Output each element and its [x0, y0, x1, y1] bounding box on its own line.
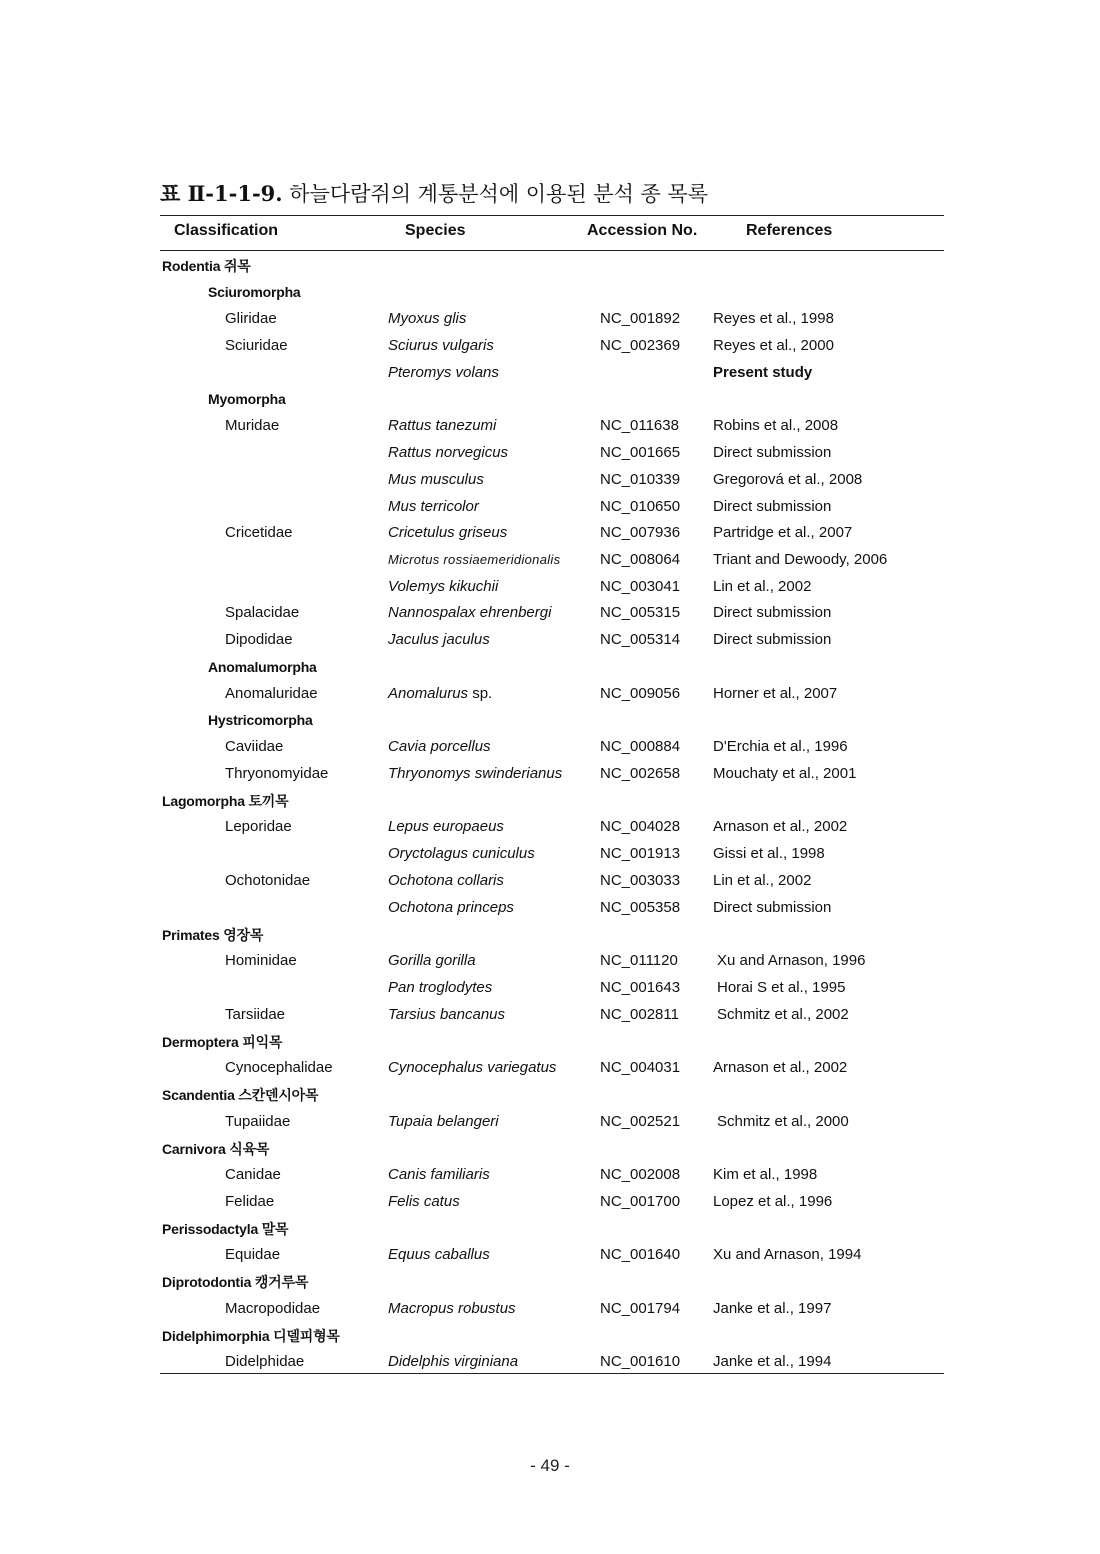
- order-label: Carnivora 식육목: [162, 1141, 270, 1157]
- column-header-references: References: [746, 222, 833, 239]
- table-row: [0, 1299, 1100, 1321]
- species-cell: [388, 764, 562, 784]
- reference-cell: Lopez et al., 1996: [713, 1193, 833, 1210]
- species-cell: [388, 630, 490, 650]
- family-cell: Leporidae: [225, 818, 292, 835]
- family-cell: Hominidae: [225, 952, 297, 969]
- accession-cell: NC_001700: [600, 1193, 681, 1210]
- table-row: [0, 1245, 1100, 1267]
- table-row: [0, 363, 1100, 385]
- reference-cell: Direct submission: [713, 498, 832, 515]
- species-cell: [388, 1165, 490, 1185]
- accession-cell: NC_011120: [600, 952, 678, 969]
- species-name: Volemys kikuchii: [388, 578, 499, 595]
- species-name: Cynocephalus variegatus: [388, 1059, 557, 1076]
- accession-cell: NC_000884: [600, 738, 681, 755]
- family-cell: Dipodidae: [225, 631, 293, 648]
- accession-cell: NC_002521: [600, 1113, 681, 1130]
- order-label: Primates 영장목: [162, 927, 264, 943]
- order-label: Dermoptera 피익목: [162, 1034, 283, 1050]
- order-row: [0, 925, 1100, 947]
- species-cell: [388, 523, 507, 543]
- family-cell: Cricetidae: [225, 524, 293, 541]
- table-row: [0, 684, 1100, 706]
- suborder-label: Anomalumorpha: [208, 659, 317, 675]
- suborder-row: [0, 657, 1100, 679]
- reference-cell: Robins et al., 2008: [713, 417, 839, 434]
- table-row: [0, 764, 1100, 786]
- species-name: Rattus norvegicus: [388, 444, 509, 461]
- table-row: [0, 1165, 1100, 1187]
- species-name: Macropus robustus: [388, 1300, 516, 1317]
- species-cell: [388, 1112, 499, 1132]
- reference-cell: Xu and Arnason, 1994: [713, 1246, 862, 1263]
- species-cell: [388, 978, 492, 998]
- table-row: [0, 1192, 1100, 1214]
- reference-cell: Janke et al., 1997: [713, 1300, 832, 1317]
- reference-cell: Janke et al., 1994: [713, 1353, 832, 1370]
- family-cell: Equidae: [225, 1246, 281, 1263]
- species-cell: [388, 1058, 556, 1078]
- table-row: [0, 844, 1100, 866]
- page-number: - 49 -: [530, 1456, 570, 1475]
- family-cell: Tupaiidae: [225, 1113, 291, 1130]
- reference-cell: Schmitz et al., 2000: [717, 1113, 849, 1130]
- table-row: [0, 577, 1100, 599]
- species-name: Mus terricolor: [388, 498, 479, 515]
- accession-cell: NC_003033: [600, 872, 681, 889]
- table-row: [0, 1005, 1100, 1027]
- species-suffix: sp.: [468, 685, 493, 702]
- accession-cell: NC_008064: [600, 551, 681, 568]
- species-name: Sciurus vulgaris: [388, 337, 494, 354]
- species-cell: [388, 336, 494, 356]
- species-name: Mus musculus: [388, 471, 484, 488]
- species-name: Tupaia belangeri: [388, 1113, 499, 1130]
- column-header-species: Species: [405, 222, 466, 239]
- reference-cell: Gissi et al., 1998: [713, 845, 825, 862]
- reference-cell: Mouchaty et al., 2001: [713, 765, 857, 782]
- order-label: Didelphimorphia 디델피형목: [162, 1328, 340, 1344]
- reference-cell: Horai S et al., 1995: [717, 979, 846, 996]
- order-row: [0, 1032, 1100, 1054]
- accession-cell: NC_001913: [600, 845, 681, 862]
- order-row: [0, 791, 1100, 813]
- species-cell: [388, 844, 535, 864]
- species-name: Canis familiaris: [388, 1166, 490, 1183]
- species-cell: [388, 737, 491, 757]
- table-row: [0, 336, 1100, 358]
- species-name: Nannospalax ehrenbergi: [388, 604, 552, 621]
- reference-cell: Horner et al., 2007: [713, 685, 838, 702]
- species-cell: [388, 1299, 516, 1319]
- order-row: [0, 1326, 1100, 1348]
- order-label: Diprotodontia 캥거루목: [162, 1274, 309, 1290]
- table-caption-text: 하늘다람쥐의 계통분석에 이용된 분석 종 목록: [289, 182, 709, 206]
- suborder-label: Myomorpha: [208, 391, 286, 407]
- reference-cell: Gregorová et al., 2008: [713, 471, 863, 488]
- table-row: [0, 309, 1100, 331]
- suborder-row: [0, 389, 1100, 411]
- species-cell: [388, 577, 498, 597]
- family-cell: Felidae: [225, 1193, 275, 1210]
- species-name: Thryonomys swinderianus: [388, 765, 563, 782]
- column-header-classification: Classification: [174, 222, 279, 239]
- family-cell: Ochotonidae: [225, 872, 311, 889]
- reference-cell: Reyes et al., 1998: [713, 310, 834, 327]
- table-row: [0, 443, 1100, 465]
- species-cell: [388, 550, 560, 570]
- family-cell: Caviidae: [225, 738, 284, 755]
- species-name: Rattus tanezumi: [388, 417, 497, 434]
- species-name: Ochotona princeps: [388, 899, 514, 916]
- species-cell: [388, 1352, 518, 1372]
- species-name: Myoxus glis: [388, 310, 467, 327]
- suborder-label: Hystricomorpha: [208, 712, 313, 728]
- species-cell: [388, 1005, 505, 1025]
- accession-cell: NC_002811: [600, 1006, 679, 1023]
- reference-cell: Lin et al., 2002: [713, 578, 812, 595]
- reference-cell: Direct submission: [713, 631, 832, 648]
- family-cell: Macropodidae: [225, 1300, 321, 1317]
- order-label: Lagomorpha 토끼목: [162, 793, 289, 809]
- accession-cell: NC_009056: [600, 685, 681, 702]
- reference-cell: Present study: [713, 364, 813, 381]
- species-cell: [388, 470, 484, 490]
- accession-cell: NC_010650: [600, 498, 681, 515]
- species-name: Microtus rossiaemeridionalis: [388, 552, 561, 567]
- family-cell: Canidae: [225, 1166, 281, 1183]
- table-row: [0, 737, 1100, 759]
- table-row: [0, 630, 1100, 652]
- order-row: [0, 1085, 1100, 1107]
- table-row: [0, 871, 1100, 893]
- suborder-row: [0, 710, 1100, 732]
- suborder-row: [0, 282, 1100, 304]
- reference-cell: Partridge et al., 2007: [713, 524, 853, 541]
- family-cell: Sciuridae: [225, 337, 288, 354]
- accession-cell: NC_002369: [600, 337, 681, 354]
- reference-cell: Direct submission: [713, 899, 832, 916]
- species-name: Oryctolagus cuniculus: [388, 845, 535, 862]
- species-cell: [388, 603, 551, 623]
- reference-cell: Kim et al., 1998: [713, 1166, 818, 1183]
- species-cell: [388, 951, 476, 971]
- species-cell: [388, 363, 499, 383]
- family-cell: Anomaluridae: [225, 685, 318, 702]
- reference-cell: Xu and Arnason, 1996: [717, 952, 866, 969]
- accession-cell: NC_002008: [600, 1166, 681, 1183]
- table-row: [0, 1352, 1100, 1374]
- order-label: Perissodactyla 말목: [162, 1221, 289, 1237]
- species-name: Equus caballus: [388, 1246, 490, 1263]
- reference-cell: Direct submission: [713, 604, 832, 621]
- order-row: [0, 1219, 1100, 1241]
- reference-cell: Schmitz et al., 2002: [717, 1006, 849, 1023]
- family-cell: Gliridae: [225, 310, 277, 327]
- order-row: [0, 1272, 1100, 1294]
- species-name: Anomalurus: [388, 685, 469, 702]
- accession-cell: NC_007936: [600, 524, 681, 541]
- order-row: [0, 256, 1100, 278]
- species-cell: [388, 871, 504, 891]
- table-row: [0, 898, 1100, 920]
- reference-cell: Reyes et al., 2000: [713, 337, 834, 354]
- table-row: [0, 1058, 1100, 1080]
- species-cell: [388, 1245, 490, 1265]
- table-row: [0, 978, 1100, 1000]
- order-label: Scandentia 스칸덴시아목: [162, 1087, 319, 1103]
- reference-cell: Lin et al., 2002: [713, 872, 812, 889]
- table-row: [0, 951, 1100, 973]
- table-row: [0, 603, 1100, 625]
- reference-cell: Arnason et al., 2002: [713, 818, 848, 835]
- species-cell: [388, 684, 492, 704]
- species-cell: [388, 817, 504, 837]
- species-cell: [388, 1192, 460, 1212]
- reference-cell: Direct submission: [713, 444, 832, 461]
- accession-cell: NC_004028: [600, 818, 681, 835]
- species-cell: [388, 443, 508, 463]
- species-cell: [388, 898, 514, 918]
- table-caption-label: 표 Ⅱ-1-1-9.: [160, 181, 283, 206]
- species-name: Cavia porcellus: [388, 738, 491, 755]
- family-cell: Didelphidae: [225, 1353, 305, 1370]
- species-name: Felis catus: [388, 1193, 460, 1210]
- accession-cell: NC_003041: [600, 578, 681, 595]
- accession-cell: NC_005314: [600, 631, 681, 648]
- accession-cell: NC_011638: [600, 417, 679, 434]
- species-name: Pan troglodytes: [388, 979, 493, 996]
- reference-cell: Triant and Dewoody, 2006: [713, 551, 888, 568]
- species-name: Jaculus jaculus: [388, 631, 490, 648]
- accession-cell: NC_001665: [600, 444, 681, 461]
- accession-cell: NC_001643: [600, 979, 681, 996]
- species-name: Didelphis virginiana: [388, 1353, 519, 1370]
- species-cell: [388, 309, 466, 329]
- accession-cell: NC_005358: [600, 899, 681, 916]
- table-row: [0, 550, 1100, 572]
- suborder-label: Sciuromorpha: [208, 284, 301, 300]
- table-bottom-rule: [160, 1373, 944, 1374]
- table-row: [0, 523, 1100, 545]
- family-cell: Muridae: [225, 417, 280, 434]
- column-header-accession: Accession No.: [587, 222, 698, 239]
- accession-cell: NC_005315: [600, 604, 681, 621]
- table-row: [0, 817, 1100, 839]
- reference-cell: Arnason et al., 2002: [713, 1059, 848, 1076]
- species-name: Lepus europaeus: [388, 818, 504, 835]
- family-cell: Cynocephalidae: [225, 1059, 333, 1076]
- order-row: [0, 1139, 1100, 1161]
- reference-cell: D'Erchia et al., 1996: [713, 738, 848, 755]
- species-name: Pteromys volans: [388, 364, 499, 381]
- order-label: Rodentia 쥐목: [162, 258, 251, 274]
- family-cell: Thryonomyidae: [225, 765, 329, 782]
- family-cell: Tarsiidae: [225, 1006, 286, 1023]
- species-name: Gorilla gorilla: [388, 952, 476, 969]
- accession-cell: NC_001794: [600, 1300, 681, 1317]
- accession-cell: NC_001892: [600, 310, 681, 327]
- table-row: [0, 470, 1100, 492]
- species-name: Ochotona collaris: [388, 872, 504, 889]
- accession-cell: NC_002658: [600, 765, 681, 782]
- accession-cell: NC_001610: [600, 1353, 681, 1370]
- species-cell: [388, 497, 479, 517]
- species-cell: [388, 416, 496, 436]
- table-row: [0, 416, 1100, 438]
- table-row: [0, 1112, 1100, 1134]
- species-name: Tarsius bancanus: [388, 1006, 506, 1023]
- accession-cell: NC_004031: [600, 1059, 681, 1076]
- accession-cell: NC_001640: [600, 1246, 681, 1263]
- family-cell: Spalacidae: [225, 604, 300, 621]
- species-name: Cricetulus griseus: [388, 524, 508, 541]
- table-row: [0, 497, 1100, 519]
- accession-cell: NC_010339: [600, 471, 681, 488]
